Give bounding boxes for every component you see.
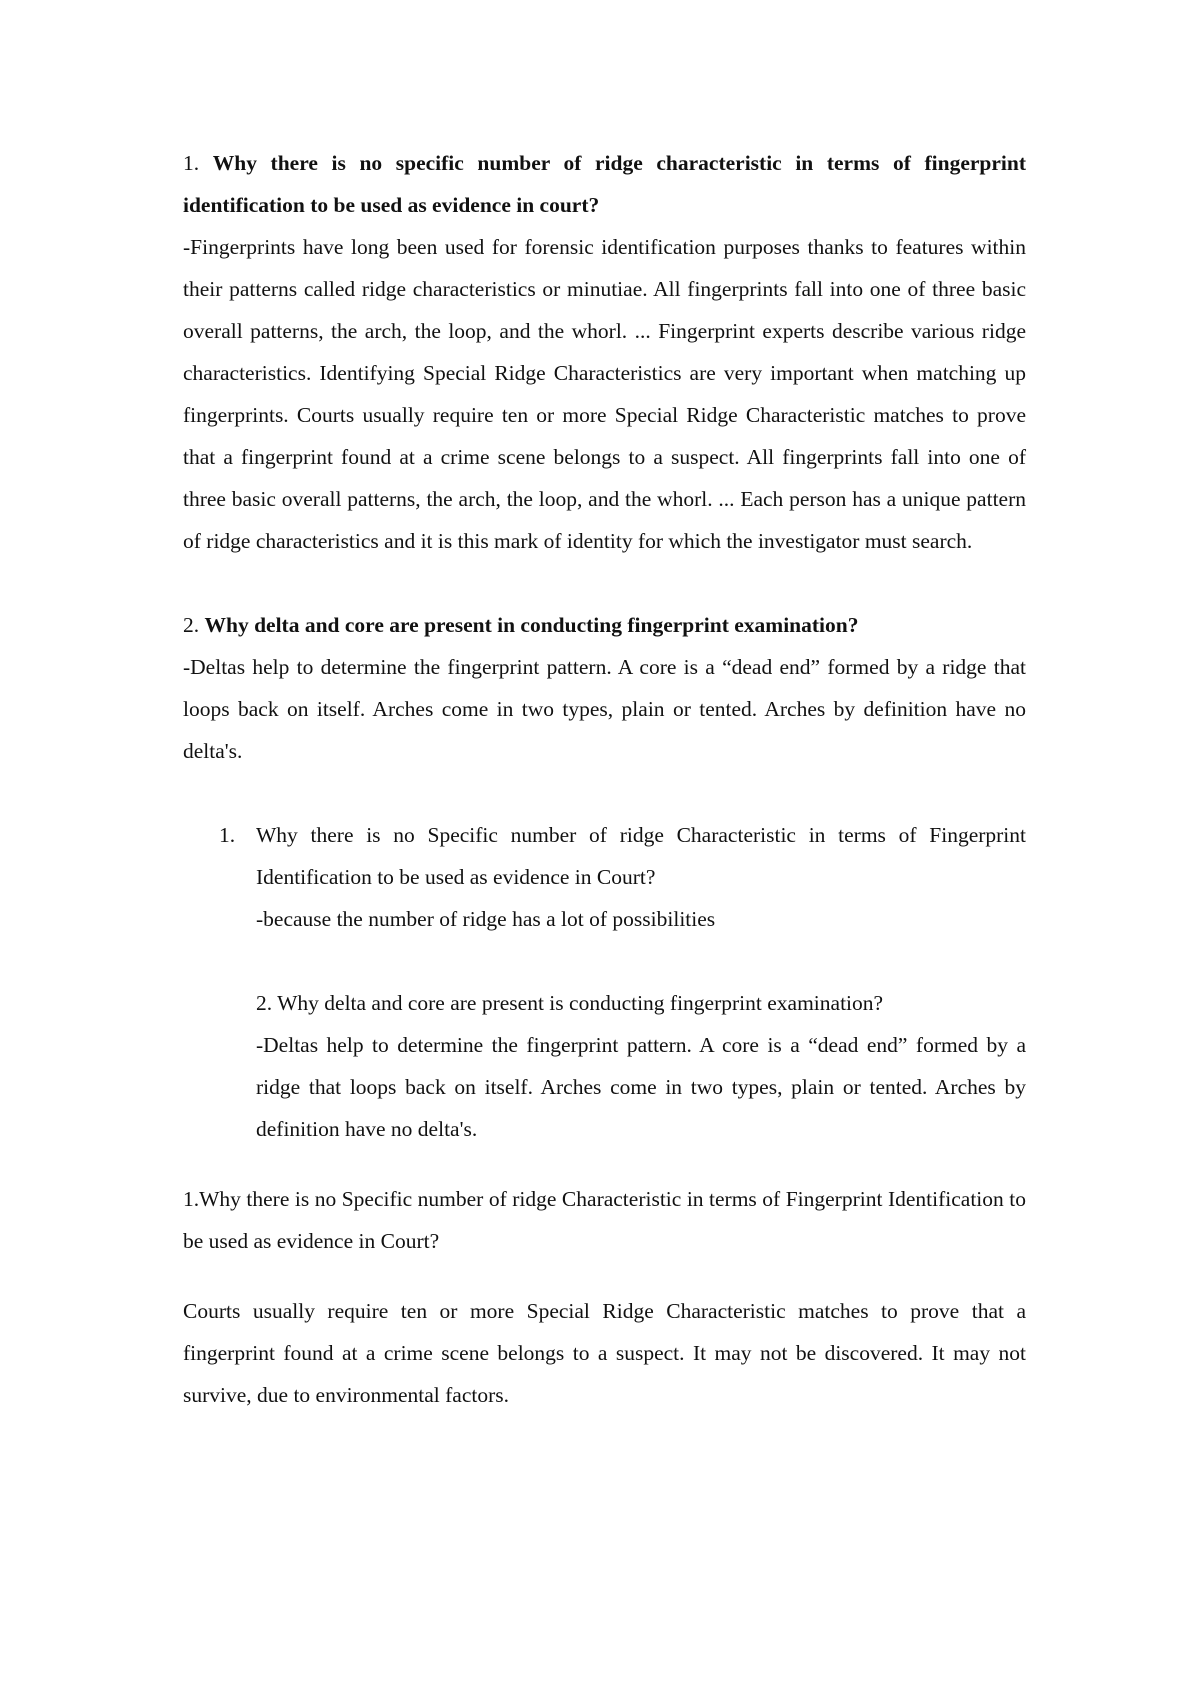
answer-1-text: -Fingerprints have long been used for forensic identification purposes thanks to features within their patterns called ridge characteristics or minutiae. All fingerprints fall into one of three basic overall patterns, the arch, the loop, and the whorl. ... Fingerprint experts describe various ridge characteristics. Identifying Special Ridge Characteristics are very important when matching up fingerprints. Courts usually require ten or more Special Ridge Characteristic matches to prove that a fingerprint found at a crime scene belongs to a suspect. All fingerprints fall into one of three basic overall patterns, the arch, the loop, and the whorl. ... Each person has a unique pattern of ridge characteristics and it is this mark of identity for which the investigator must search. (183, 235, 1026, 553)
list-item-2 (183, 982, 1026, 1150)
spacer (183, 772, 1026, 814)
spacer (183, 1150, 1026, 1178)
spacer (183, 940, 1026, 982)
list-item-1 (183, 814, 1026, 940)
question-1-heading (183, 142, 1026, 226)
list-item-2-answer: -Deltas help to determine the fingerprint pattern. A core is a “dead end” formed by a ridge that loops back on itself. Arches come in two types, plain or tented. Arches by definition have no delta's. (256, 1033, 1026, 1141)
list-item-2-question: 2. Why delta and core are present is conducting fingerprint examination? (256, 991, 884, 1015)
question-1-text: Why there is no specific number of ridge characteristic in terms of fingerprint identification to be used as evidence in court? (183, 151, 1026, 217)
answer-2-text: -Deltas help to determine the fingerprint pattern. A core is a “dead end” formed by a ridge that loops back on itself. Arches come in two types, plain or tented. Arches by definition have no delta's. (183, 655, 1026, 763)
list-item-1-number: 1. (219, 823, 236, 847)
spacer (183, 562, 1026, 604)
answer-3-text: Courts usually require ten or more Special Ridge Characteristic matches to prove that a fingerprint found at a crime scene belongs to a suspect. It may not be discovered. It may not survive, due to environmental factors. (183, 1299, 1026, 1407)
document-body (183, 142, 1026, 1416)
question-2-heading (183, 604, 1026, 646)
question-3-text: 1.Why there is no Specific number of ridge Characteristic in terms of Fingerprint Identification to be used as evidence in Court? (183, 1187, 1026, 1253)
question-2-text: Why delta and core are present in conducting fingerprint examination? (204, 613, 859, 637)
spacer (183, 1262, 1026, 1290)
list-item-1-question: Why there is no Specific number of ridge Characteristic in terms of Fingerprint Identification to be used as evidence in Court? (256, 823, 1026, 889)
question-1-number: 1. (183, 151, 200, 175)
question-2-number: 2. (183, 613, 200, 637)
list-item-1-answer: -because the number of ridge has a lot of possibilities (256, 907, 716, 931)
